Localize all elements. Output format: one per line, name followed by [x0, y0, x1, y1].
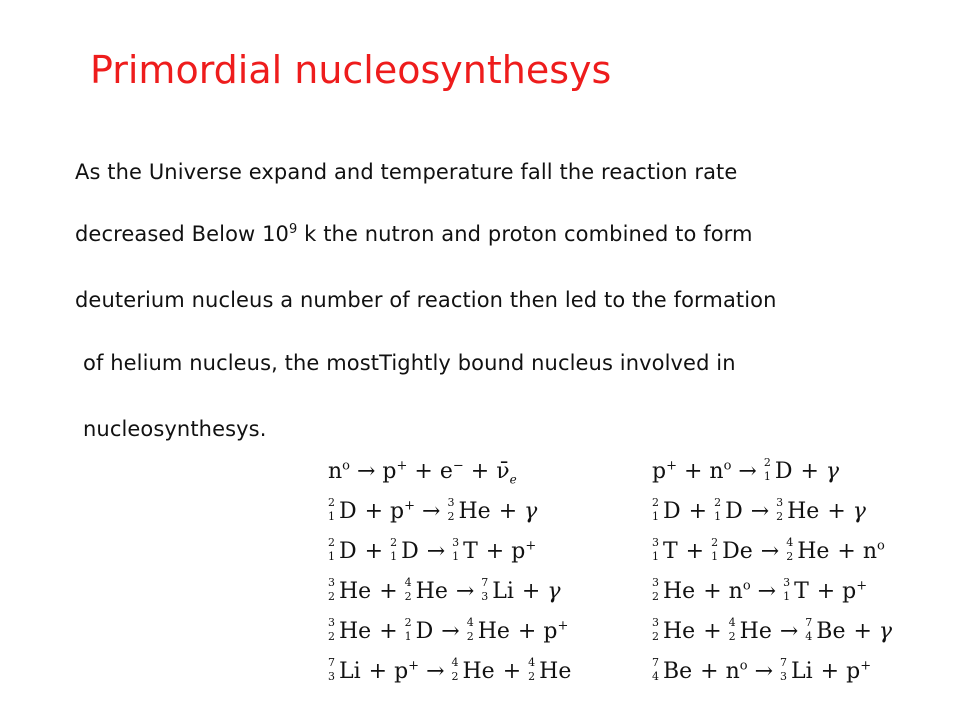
equation: 2 1 D + 2 1 D → 3 2 He + γ	[652, 496, 866, 524]
exponent: 9	[289, 222, 298, 237]
equation: 2 1 D + p+ → 3 2 He + γ	[328, 496, 538, 524]
paragraph-line-1-text: As the Universe expand and temperature fall the reaction rate	[75, 160, 738, 184]
paragraph-line-2-text-a: decreased Below 10	[75, 222, 290, 246]
equation: 3 1 T + 2 1 De → 4 2 $He + n^o$	[652, 536, 885, 564]
paragraph-line-4	[83, 351, 736, 375]
paragraph-line-2	[75, 222, 753, 246]
equation: 3 2 He + 4 2 He → 7 4 Be + γ	[652, 616, 893, 644]
slide-title: Primordial nucleosynthesys	[90, 48, 612, 92]
equation: 3 2 $He + n^o$ → 3 1 T + p+	[652, 576, 868, 604]
equation: $n^o \to p^+ + e^-$ + $\nū_e$	[328, 458, 517, 487]
equations-right	[652, 452, 892, 692]
paragraph-line-5-text: nucleosynthesys.	[83, 417, 267, 441]
equation: 3 2 He + 4 2 He → 7 3 Li + γ	[328, 576, 561, 604]
equation: 7 3 Li + p+ → 4 2 He + 4 2 He	[328, 656, 572, 684]
paragraph-line-2-text-b: k the nutron and proton combined to form	[297, 222, 753, 246]
paragraph-line-5	[83, 417, 267, 441]
equations-left	[328, 452, 572, 692]
paragraph-line-3-text: deuterium nucleus a number of reaction then led to the formation	[75, 288, 777, 312]
paragraph-line-4-text: of helium nucleus, the mostTightly bound nucleus involved in	[83, 351, 736, 375]
paragraph-line-3	[75, 288, 777, 312]
equation: $p^+ + n^o$ → 2 1 D + γ	[652, 456, 840, 484]
equation: 3 2 He + 2 1 D → 4 2 He + p+	[328, 616, 569, 644]
equation: 2 1 D + 2 1 D → 3 1 T + p+	[328, 536, 537, 564]
equation: 7 4 $Be + n^o$ → 7 3 Li + p+	[652, 656, 872, 684]
paragraph-line-1	[75, 160, 737, 184]
